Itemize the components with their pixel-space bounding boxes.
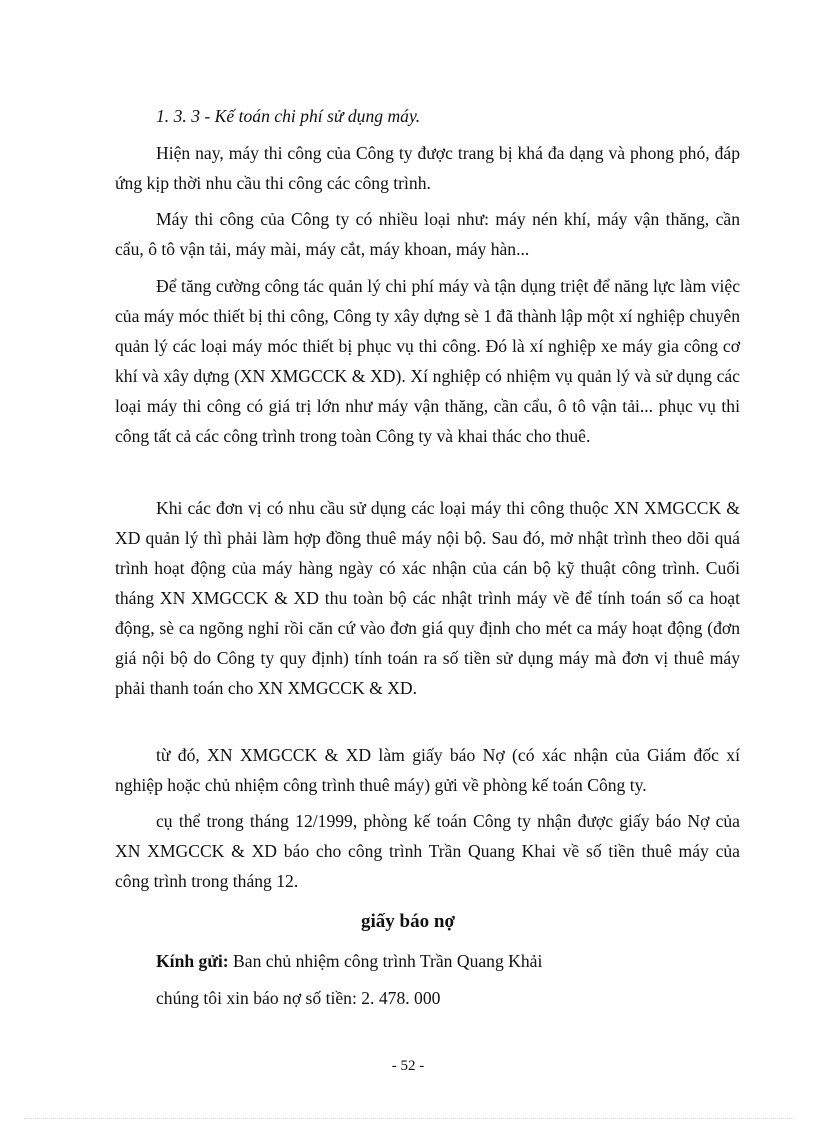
- section-heading: 1. 3. 3 - Kế toán chi phí sử dụng máy.: [156, 106, 421, 126]
- paragraph-debit-note: [115, 740, 740, 800]
- amount-line: chúng tôi xin báo nợ số tiền: 2. 478. 000: [156, 988, 441, 1008]
- paragraph-text: cụ thể trong tháng 12/1999, phòng kế toán Công ty nhận được giấy báo Nợ của XN XMGCCK & XD báo cho công trình Trần Quang Khai về số tiền thuê máy của công trình trong tháng 12.: [115, 811, 740, 891]
- paragraph-text: Để tăng cường công tác quản lý chi phí máy và tận dụng triệt để năng lực làm việc của máy móc thiết bị thi công, Công ty xây dựng sè 1 đã thành lập một xí nghiệp chuyên quản lý các loại máy móc thiết bị phục vụ thi công. Đó là xí nghiệp xe máy gia công cơ khí và xây dựng (XN XMGCCK & XD). Xí nghiệp có nhiệm vụ quản lý và sử dụng các loại máy thi công có giá trị lớn như máy vận thăng, cần cẩu, ô tô vận tải... phục vụ thi công tất cả các công trình trong toàn Công ty và khai thác cho thuê.: [115, 276, 740, 446]
- paragraph-text: Hiện nay, máy thi công của Công ty được trang bị khá đa dạng và phong phó, đáp ứng kịp thời nhu cầu thi công các công trình.: [115, 143, 740, 193]
- notice-title: giấy báo nợ: [361, 911, 455, 932]
- paragraph-machine-types: [115, 204, 740, 264]
- paragraph-text: từ đó, XN XMGCCK & XD làm giấy báo Nợ (có xác nhận của Giám đốc xí nghiệp hoặc chủ nhiệm công trình thuê máy) gửi về phòng kế toán Công ty.: [115, 745, 740, 795]
- paragraph-equipment-overview: [115, 138, 740, 198]
- paragraph-enterprise-setup: [115, 271, 740, 451]
- paragraph-december-example: [115, 806, 740, 896]
- page-bottom-divider: [24, 1118, 794, 1119]
- recipient-label: Kính gửi:: [156, 951, 229, 971]
- paragraph-text: Khi các đơn vị có nhu cầu sử dụng các loại máy thi công thuộc XN XMGCCK & XD quản lý thì phải làm hợp đồng thuê máy nội bộ. Sau đó, mở nhật trình theo dõi quá trình hoạt động của máy hàng ngày có xác nhận của cán bộ kỹ thuật công trình. Cuối tháng XN XMGCCK & XD thu toàn bộ các nhật trình máy về để tính toán số ca hoạt động, sè ca ngõng nghỉ rồi căn cứ vào đơn giá quy định cho mét ca máy hoạt động (đơn giá nội bộ do Công ty quy định) tính toán ra số tiền sử dụng máy mà đơn vị thuê máy phải thanh toán cho XN XMGCCK & XD.: [115, 498, 740, 698]
- paragraph-rental-process: [115, 493, 740, 703]
- paragraph-text: Máy thi công của Công ty có nhiều loại như: máy nén khí, máy vận thăng, cần cẩu, ô tô vận tải, máy mài, máy cắt, máy khoan, máy hàn...: [115, 209, 740, 259]
- page-number: - 52 -: [391, 1058, 425, 1074]
- recipient-value: Ban chủ nhiệm công trình Trần Quang Khải: [228, 951, 543, 971]
- recipient-line: [156, 946, 542, 976]
